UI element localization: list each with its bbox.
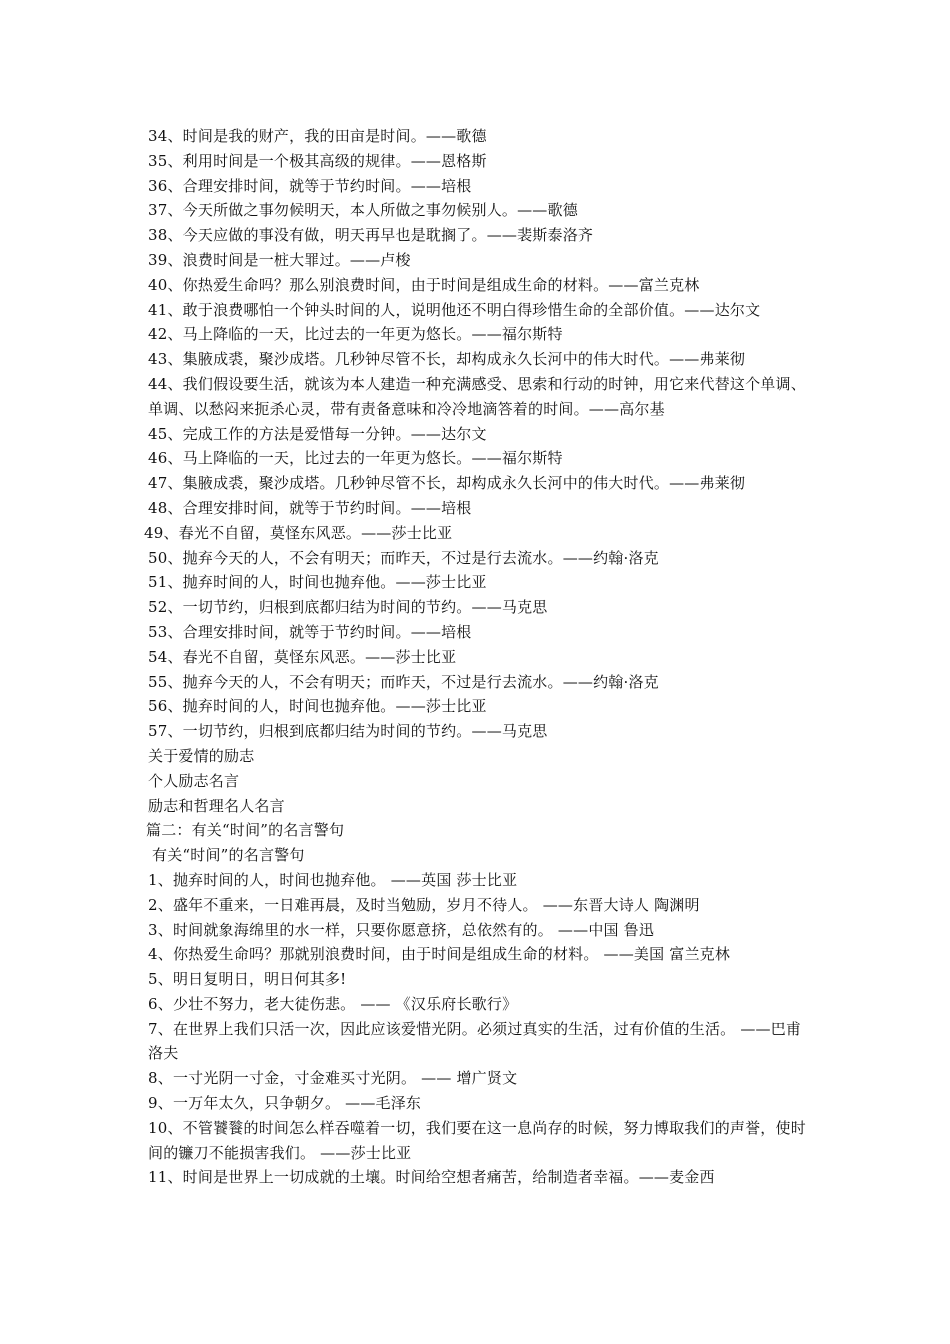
text-line: 励志和哲理名人名言 <box>148 796 285 815</box>
text-line: 35、利用时间是一个极其高级的规律。——恩格斯 <box>148 151 487 170</box>
text-line: 56、抛弃时间的人，时间也抛弃他。——莎士比亚 <box>148 697 487 716</box>
text-line: 53、合理安排时间，就等于节约时间。——培根 <box>148 622 472 641</box>
text-line: 6、少壮不努力，老大徒伤悲。 —— 《汉乐府长歌行》 <box>148 994 518 1013</box>
document-page <box>146 124 810 1190</box>
text-line: 40、你热爱生命吗？那么别浪费时间，由于时间是组成生命的材料。——富兰克林 <box>148 275 700 294</box>
text-line: 有关“时间”的名言警句 <box>152 846 305 865</box>
text-line: 37、今天所做之事勿候明天，本人所做之事勿候别人。——歌德 <box>148 201 578 220</box>
text-line: 11、时间是世界上一切成就的土壤。时间给空想者痛苦，给制造者幸福。——麦金西 <box>148 1168 715 1187</box>
text-line: 51、抛弃时间的人，时间也抛弃他。——莎士比亚 <box>148 573 487 592</box>
text-line: 4、你热爱生命吗？那就别浪费时间，由于时间是组成生命的材料。 ——美国 富兰克林 <box>148 945 731 964</box>
text-line: 关于爱情的励志 <box>148 746 255 765</box>
text-line: 39、浪费时间是一桩大罪过。——卢梭 <box>148 250 411 269</box>
text-line: 36、合理安排时间，就等于节约时间。——培根 <box>148 176 472 195</box>
text-line: 45、完成工作的方法是爱惜每一分钟。——达尔文 <box>148 424 487 443</box>
text-line: 38、今天应做的事没有做，明天再早也是耽搁了。——裴斯泰洛齐 <box>148 226 594 245</box>
text-line: 42、马上降临的一天，比过去的一年更为悠长。——福尔斯特 <box>148 325 563 344</box>
text-line: 57、一切节约，归根到底都归结为时间的节约。——马克思 <box>148 722 548 741</box>
text-line: 46、马上降临的一天，比过去的一年更为悠长。——福尔斯特 <box>148 449 563 468</box>
text-line: 43、集腋成裘，聚沙成塔。几秒钟尽管不长，却构成永久长河中的伟大时代。——弗莱彻 <box>148 350 746 369</box>
text-line: 49、春光不自留，莫怪东风恶。——莎士比亚 <box>144 523 453 542</box>
text-line: 5、明日复明日，明日何其多! <box>148 970 347 989</box>
text-line: 52、一切节约，归根到底都归结为时间的节约。——马克思 <box>148 598 548 617</box>
text-line: 55、抛弃今天的人，不会有明天；而昨天，不过是行去流水。——约翰·洛克 <box>148 672 659 691</box>
text-line: 3、时间就象海绵里的水一样，只要你愿意挤，总依然有的。 ——中国 鲁迅 <box>148 920 655 939</box>
text-line: 34、时间是我的财产，我的田亩是时间。——歌德 <box>148 127 487 145</box>
text-line: 2、盛年不重来，一日难再晨，及时当勉励，岁月不待人。 ——东晋大诗人 陶渊明 <box>148 895 700 914</box>
text-line: 8、一寸光阴一寸金，寸金难买寸光阴。 —— 增广贤文 <box>148 1069 518 1088</box>
text-line: 篇二：有关“时间”的名言警句 <box>146 821 345 840</box>
text-line: 54、春光不自留，莫怪东风恶。——莎士比亚 <box>148 647 457 666</box>
text-line: 47、集腋成裘，聚沙成塔。几秒钟尽管不长，却构成永久长河中的伟大时代。——弗莱彻 <box>148 474 746 493</box>
text-line: 个人励志名言 <box>148 771 240 790</box>
text-line: 9、一万年太久，只争朝夕。 ——毛泽东 <box>148 1094 422 1113</box>
text-line: 50、抛弃今天的人，不会有明天；而昨天，不过是行去流水。——约翰·洛克 <box>148 548 659 567</box>
text-line: 44、我们假设要生活，就该为本人建造一种充满感受、思索和行动的时钟，用它来代替这个单调、单调、以愁闷来扼杀心灵，带有责备意味和冷冷地滴答着的时间。——高尔基 <box>148 374 806 418</box>
text-line: 48、合理安排时间，就等于节约时间。——培根 <box>148 498 472 517</box>
text-line: 10、不管饕餮的时间怎么样吞噬着一切，我们要在这一息尚存的时候，努力博取我们的声誉，使时间的镰刀不能损害我们。 ——莎士比亚 <box>148 1118 806 1162</box>
text-line: 41、敢于浪费哪怕一个钟头时间的人，说明他还不明白得珍惜生命的全部价值。——达尔文 <box>148 300 761 319</box>
text-line: 1、抛弃时间的人，时间也抛弃他。 ——英国 莎士比亚 <box>148 870 518 889</box>
text-line: 7、在世界上我们只活一次，因此应该爱惜光阴。必须过真实的生活，过有价值的生活。 ——巴甫洛夫 <box>148 1019 802 1063</box>
